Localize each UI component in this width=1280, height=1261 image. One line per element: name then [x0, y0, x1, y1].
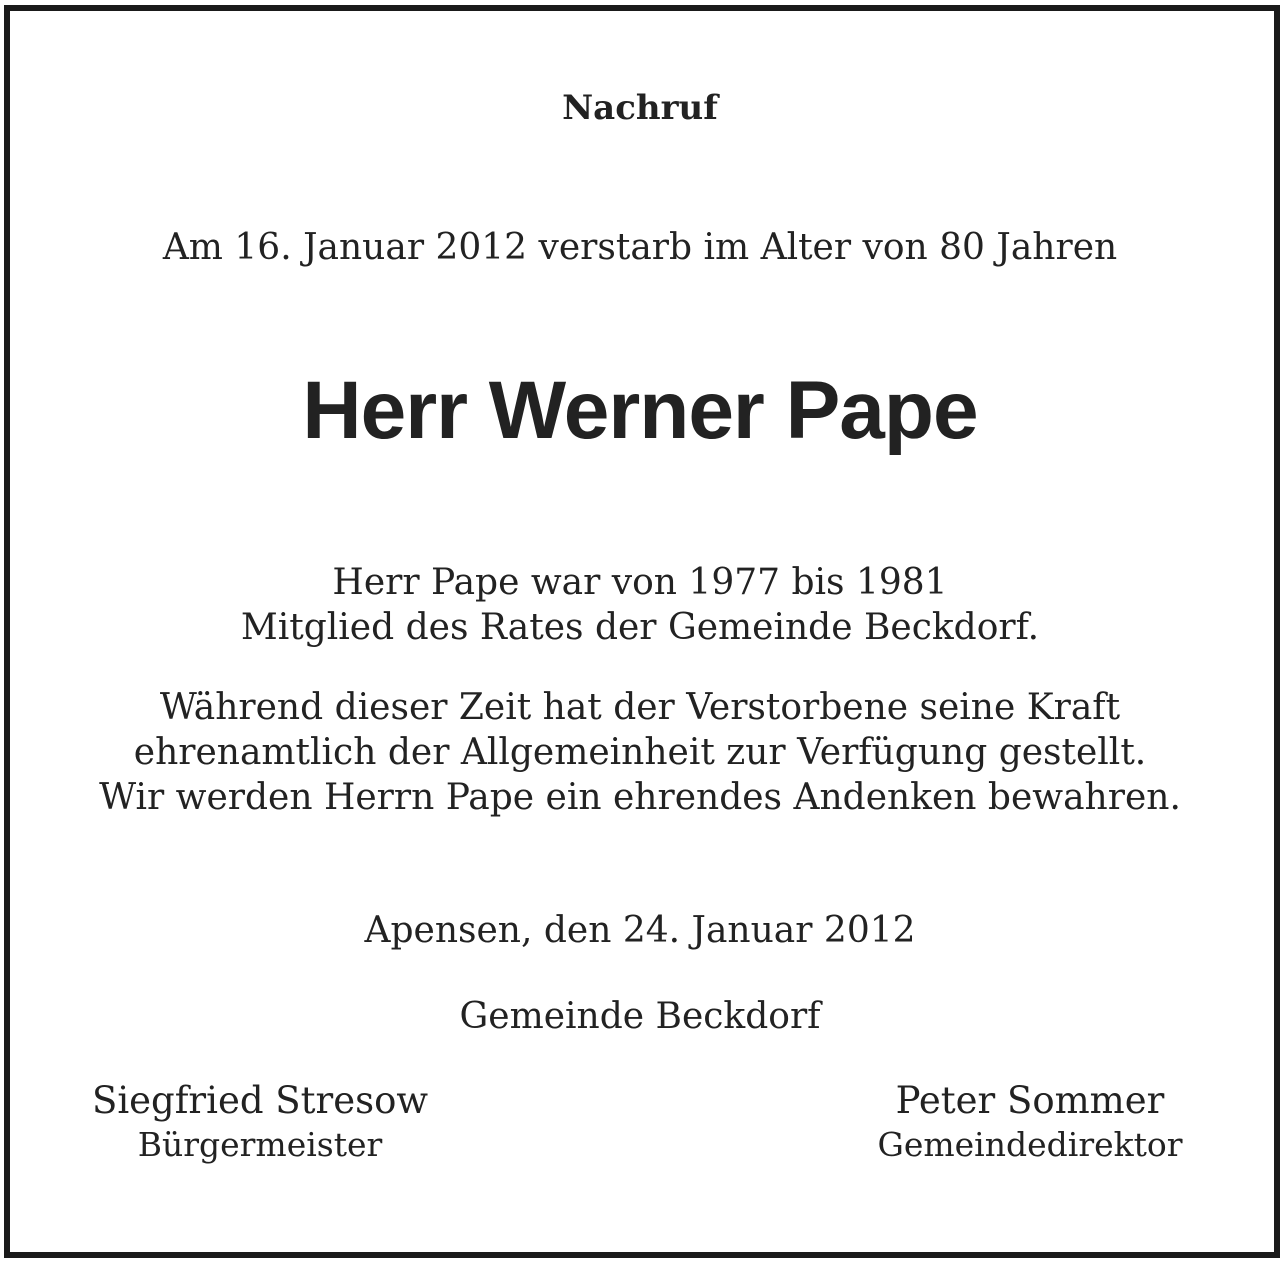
paragraph-line: Wir werden Herrn Pape ein ehrendes Andenken bewahren.	[99, 777, 1181, 818]
intro-text: Am 16. Januar 2012 verstarb im Alter von 80 Jahren	[162, 227, 1118, 268]
paragraph-line: Während dieser Zeit hat der Verstorbene seine Kraft	[159, 687, 1121, 728]
signatory-name: Siegfried Stresow	[91, 1079, 429, 1122]
deceased-name: Herr Werner Pape	[302, 365, 978, 456]
signatory-title: Bürgermeister	[137, 1125, 383, 1164]
place-date: Apensen, den 24. Januar 2012	[364, 910, 916, 951]
signatory-mayor	[60, 1078, 460, 1166]
signatory-title: Gemeindedirektor	[877, 1125, 1183, 1164]
paragraph-council-membership	[0, 560, 1280, 650]
notice-heading: Nachruf	[562, 88, 718, 128]
paragraph-line: Mitglied des Rates der Gemeinde Beckdorf.	[240, 607, 1040, 648]
paragraph-tribute	[0, 685, 1280, 820]
paragraph-line: Herr Pape war von 1977 bis 1981	[332, 562, 948, 603]
signatory-name: Peter Sommer	[895, 1079, 1165, 1122]
paragraph-line: ehrenamtlich der Allgemeinheit zur Verfügung gestellt.	[133, 732, 1147, 773]
signatory-director	[830, 1078, 1230, 1166]
organization-name: Gemeinde Beckdorf	[459, 996, 821, 1037]
